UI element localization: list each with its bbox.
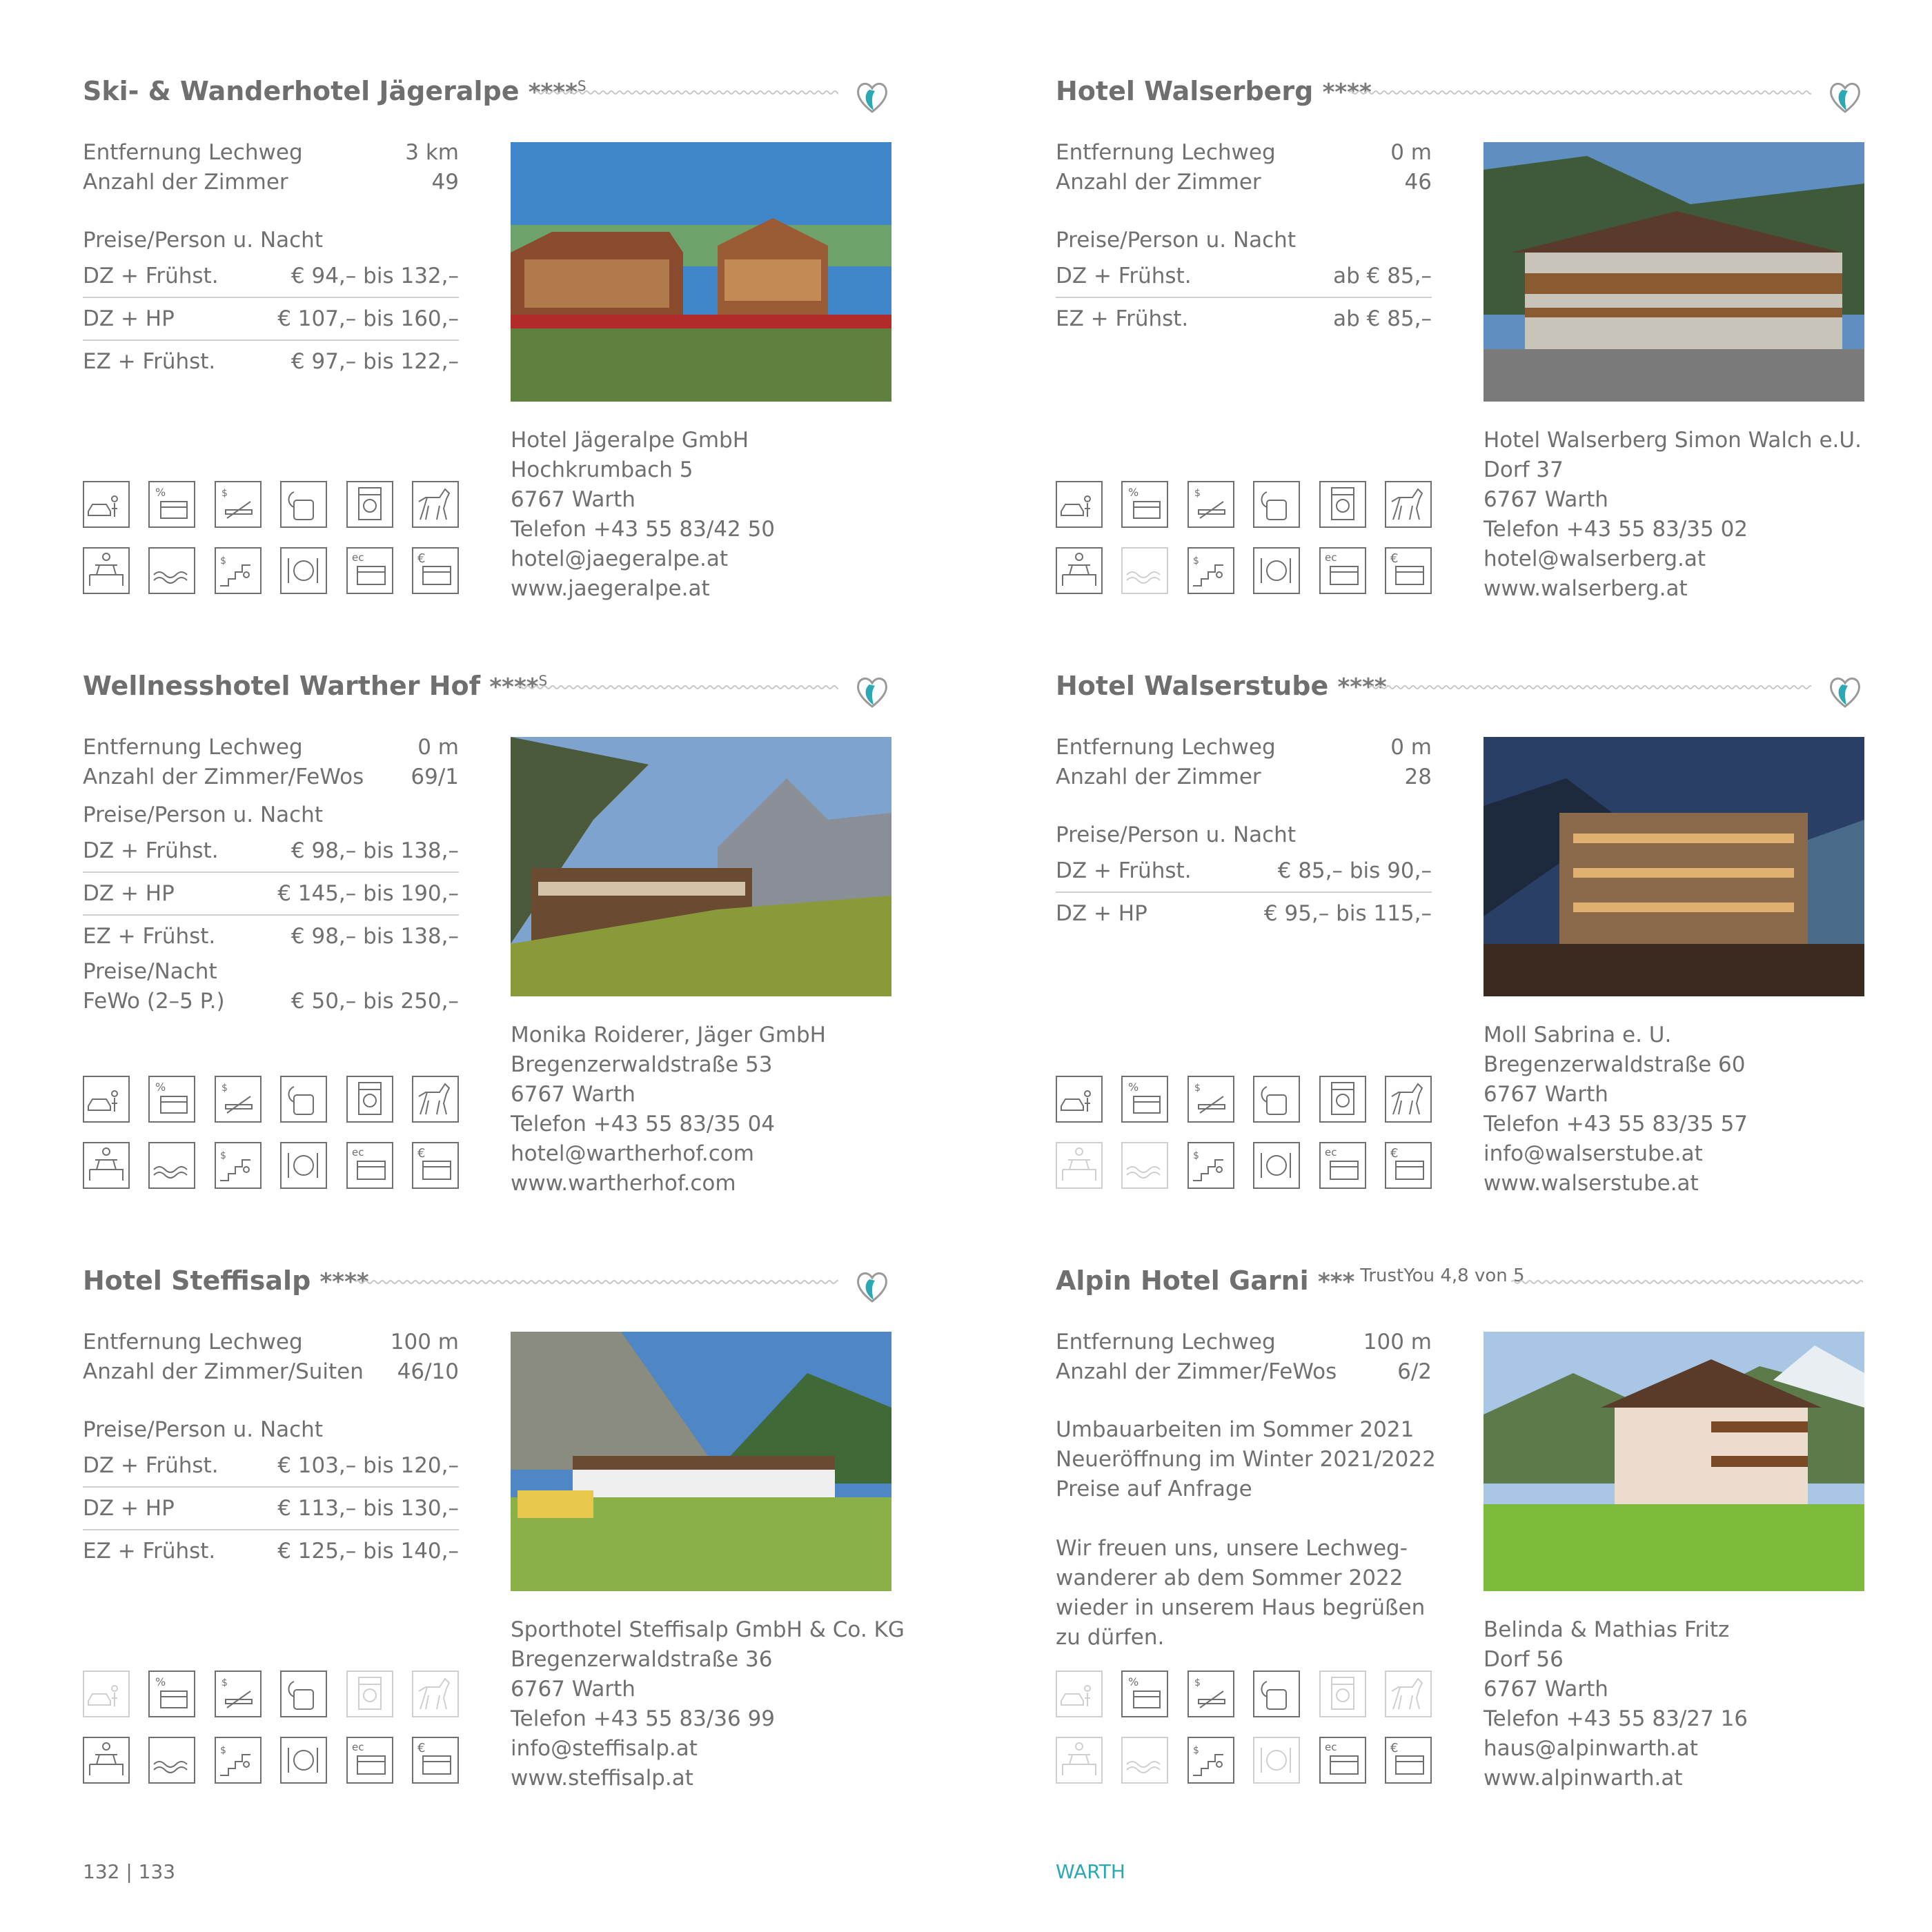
distance-label: Entfernung Lechweg: [83, 735, 303, 760]
svg-text:$: $: [1194, 1677, 1201, 1688]
hotel-facts: [83, 733, 459, 1016]
rooms-value: 49: [431, 170, 459, 195]
price-row: EZ + Frühst. € 97,– bis 122,–: [83, 349, 459, 374]
street: Bregenzerwaldstraße 53: [511, 1052, 773, 1077]
washing-machine-icon: [346, 1670, 393, 1717]
amenity-icons: [83, 1670, 459, 1803]
price-row: EZ + Frühst. € 98,– bis 138,–: [83, 924, 459, 949]
hair-dryer-icon: [280, 1670, 327, 1717]
svg-text:$: $: [219, 555, 226, 566]
hair-dryer-icon: [1253, 1670, 1300, 1717]
hotel-facts: [1056, 138, 1432, 339]
city: 6767 Warth: [1483, 1677, 1608, 1702]
svg-text:€: €: [417, 551, 426, 566]
discount-card-icon: [1121, 481, 1168, 528]
hair-dryer-icon: [280, 1076, 327, 1123]
hotel-stars: ****: [1337, 673, 1387, 701]
sauna-icon: [1121, 547, 1168, 594]
prices-heading: Preise/Person u. Nacht: [83, 228, 323, 253]
amenity-icons: [83, 481, 459, 613]
svg-text:ec: ec: [1324, 1741, 1337, 1753]
rooms-label: Anzahl der Zimmer/FeWos: [83, 765, 364, 789]
hotel-name: Wellnesshotel Warther Hof ****$^S$: [83, 671, 548, 701]
hotel-stars: ***: [1317, 1268, 1355, 1296]
phone: Telefon +43 55 83/35 57: [1483, 1112, 1748, 1136]
price-row: DZ + Frühst. € 85,– bis 90,–: [1056, 850, 1432, 893]
rooms-value: 6/2: [1397, 1359, 1432, 1384]
wavy-divider: [1511, 1275, 1863, 1289]
website-link[interactable]: www.walserberg.at: [1483, 576, 1688, 601]
hotel-facts: [83, 1328, 459, 1572]
company-name: Monika Roiderer, Jäger GmbH: [511, 1023, 826, 1047]
dog-icon: [1385, 1670, 1432, 1717]
hotel-title-row: [83, 76, 890, 117]
restaurant-icon: [280, 547, 327, 594]
amenity-icons: [1056, 481, 1432, 613]
dog-icon: [1385, 1076, 1432, 1123]
euro-payment-icon: [1385, 547, 1432, 594]
hotel-entry: [1056, 1265, 1863, 1831]
wavy-divider: [535, 86, 838, 99]
elevator-icon: [215, 1737, 262, 1784]
amenity-icons: [83, 1076, 459, 1208]
hotel-facts: [1056, 1328, 1436, 1653]
no-smoking-icon: [215, 481, 262, 528]
prices-heading: Preise/Person u. Nacht: [83, 1417, 323, 1442]
section-label: WARTH: [1056, 1860, 1125, 1883]
city: 6767 Warth: [511, 1677, 635, 1702]
svg-text:ec: ec: [351, 551, 364, 564]
massage-icon: [1056, 1737, 1103, 1784]
price-row: EZ + Frühst. € 125,– bis 140,–: [83, 1539, 459, 1564]
price-row: DZ + Frühst. € 103,– bis 120,–: [83, 1445, 459, 1488]
hotel-entry: [1056, 76, 1863, 642]
sauna-icon: [1121, 1142, 1168, 1189]
distance-label: Entfernung Lechweg: [83, 140, 303, 165]
hotel-title-row: [1056, 1265, 1863, 1307]
washing-machine-icon: [1319, 1670, 1366, 1717]
stars-superior: S: [538, 672, 548, 689]
stars-superior: S: [577, 77, 586, 95]
email-link[interactable]: haus@alpinwarth.at: [1483, 1736, 1698, 1761]
discount-card-icon: [148, 481, 195, 528]
distance-label: Entfernung Lechweg: [1056, 1330, 1276, 1354]
sauna-icon: [148, 547, 195, 594]
parking-icon: [1056, 1076, 1103, 1123]
svg-text:€: €: [1390, 551, 1399, 566]
svg-text:%: %: [155, 1675, 166, 1688]
svg-text:ec: ec: [1324, 1146, 1337, 1159]
svg-text:€: €: [1390, 1146, 1399, 1161]
heart-logo-icon: [854, 1265, 890, 1307]
dog-icon: [412, 1076, 459, 1123]
hotel-walserstube-photo: [1483, 737, 1864, 996]
phone: Telefon +43 55 83/35 02: [1483, 517, 1748, 542]
elevator-icon: [1187, 1737, 1234, 1784]
elevator-icon: [215, 1142, 262, 1189]
sauna-icon: [1121, 1737, 1168, 1784]
hotel-title-row: [83, 1265, 890, 1307]
svg-text:$: $: [1194, 1083, 1201, 1094]
hotel-jaegeralpe-photo: [511, 142, 891, 402]
website-link[interactable]: www.wartherhof.com: [511, 1171, 736, 1196]
city: 6767 Warth: [1483, 1082, 1608, 1107]
restaurant-icon: [1253, 1737, 1300, 1784]
discount-card-icon: [148, 1670, 195, 1717]
prices-heading: Preise/Person u. Nacht: [1056, 822, 1296, 847]
rooms-label: Anzahl der Zimmer: [1056, 170, 1261, 195]
hotel-name: Hotel Walserstube ****: [1056, 671, 1387, 701]
elevator-icon: [1187, 547, 1234, 594]
wavy-divider: [1349, 86, 1811, 99]
svg-text:$: $: [1192, 555, 1199, 566]
price-row: DZ + HP € 107,– bis 160,–: [83, 298, 459, 341]
svg-text:$: $: [1192, 1745, 1199, 1756]
rooms-label: Anzahl der Zimmer: [83, 170, 288, 195]
distance-label: Entfernung Lechweg: [1056, 140, 1276, 165]
hotel-address: [1483, 426, 1862, 604]
no-smoking-icon: [1187, 481, 1234, 528]
wavy-divider: [1370, 680, 1811, 694]
phone: Telefon +43 55 83/35 04: [511, 1112, 776, 1136]
prices-heading: Preise/Person u. Nacht: [1056, 228, 1296, 253]
massage-icon: [1056, 547, 1103, 594]
hotel-stars: ****: [1322, 79, 1372, 106]
discount-card-icon: [1121, 1076, 1168, 1123]
website-link[interactable]: www.jaegeralpe.at: [511, 576, 710, 601]
extra-prices-heading: Preise/Nacht: [83, 959, 217, 984]
price-row: DZ + Frühst. € 94,– bis 132,–: [83, 255, 459, 298]
hotel-entry: [83, 76, 890, 642]
city: 6767 Warth: [511, 1082, 635, 1107]
heart-logo-icon: [1827, 671, 1863, 712]
company-name: Sporthotel Steffisalp GmbH & Co. KG: [511, 1617, 905, 1642]
distance-value: 0 m: [1390, 140, 1432, 165]
svg-text:%: %: [155, 486, 166, 499]
hair-dryer-icon: [1253, 1076, 1300, 1123]
hotel-address: [511, 1021, 826, 1199]
svg-text:$: $: [219, 1745, 226, 1756]
svg-text:%: %: [155, 1081, 166, 1094]
euro-payment-icon: [1385, 1142, 1432, 1189]
hotel-facts: [83, 138, 459, 382]
hotel-stars: ****: [319, 1268, 369, 1296]
discount-card-icon: [1121, 1670, 1168, 1717]
hotel-walserberg-photo: [1483, 142, 1864, 402]
hotel-name: Ski- & Wanderhotel Jägeralpe ****$^S$: [83, 76, 586, 106]
company-name: Hotel Jägeralpe GmbH: [511, 428, 749, 453]
trustyou-rating: TrustYou 4,8 von 5: [1360, 1265, 1525, 1286]
heart-logo-icon: [1827, 76, 1863, 117]
rooms-label: Anzahl der Zimmer/FeWos: [1056, 1359, 1337, 1384]
discount-card-icon: [148, 1076, 195, 1123]
hotel-address: [511, 426, 775, 604]
street: Dorf 37: [1483, 457, 1564, 482]
svg-text:$: $: [221, 488, 228, 499]
company-name: Hotel Walserberg Simon Walch e.U.: [1483, 428, 1862, 453]
distance-label: Entfernung Lechweg: [83, 1330, 303, 1354]
svg-text:ec: ec: [351, 1741, 364, 1753]
svg-text:€: €: [1390, 1741, 1399, 1755]
hotel-name: Hotel Walserberg ****: [1056, 76, 1372, 106]
phone: Telefon +43 55 83/36 99: [511, 1706, 776, 1731]
email-link[interactable]: hotel@walserberg.at: [1483, 546, 1706, 571]
no-smoking-icon: [215, 1076, 262, 1123]
wavy-divider: [518, 680, 838, 694]
elevator-icon: [1187, 1142, 1234, 1189]
massage-icon: [1056, 1142, 1103, 1189]
price-row: DZ + HP € 113,– bis 130,–: [83, 1488, 459, 1530]
hotel-facts: [1056, 733, 1432, 934]
fewo-price-row: FeWo (2–5 P.) € 50,– bis 250,–: [83, 989, 459, 1014]
website-link[interactable]: www.steffisalp.at: [511, 1766, 693, 1791]
svg-text:%: %: [1128, 1081, 1139, 1094]
hair-dryer-icon: [1253, 481, 1300, 528]
svg-text:$: $: [1192, 1150, 1199, 1161]
restaurant-icon: [1253, 1142, 1300, 1189]
rooms-value: 46/10: [397, 1359, 459, 1384]
massage-icon: [83, 1142, 130, 1189]
ec-card-icon: [346, 1737, 393, 1784]
price-row: DZ + Frühst. ab € 85,–: [1056, 255, 1432, 298]
svg-text:€: €: [417, 1146, 426, 1161]
massage-icon: [83, 1737, 130, 1784]
restaurant-icon: [1253, 547, 1300, 594]
no-smoking-icon: [215, 1670, 262, 1717]
hotel-name: Hotel Steffisalp ****: [83, 1265, 369, 1296]
svg-text:ec: ec: [351, 1146, 364, 1159]
sauna-icon: [148, 1737, 195, 1784]
price-row: DZ + HP € 145,– bis 190,–: [83, 873, 459, 916]
hotel-stars: ****: [528, 79, 578, 106]
rooms-label: Anzahl der Zimmer: [1056, 765, 1261, 789]
hotel-title-row: [1056, 76, 1863, 117]
dog-icon: [412, 1670, 459, 1717]
rooms-value: 69/1: [411, 765, 459, 789]
parking-icon: [1056, 481, 1103, 528]
hotel-title-row: [83, 671, 890, 712]
wavy-divider: [355, 1275, 838, 1289]
svg-text:$: $: [219, 1150, 226, 1161]
street: Bregenzerwaldstraße 60: [1483, 1052, 1746, 1077]
parking-icon: [83, 1670, 130, 1717]
email-link[interactable]: hotel@wartherhof.com: [511, 1141, 754, 1166]
euro-payment-icon: [1385, 1737, 1432, 1784]
street: Hochkrumbach 5: [511, 457, 693, 482]
hotel-title-row: [1056, 671, 1863, 712]
email-link[interactable]: hotel@jaegeralpe.at: [511, 546, 728, 571]
restaurant-icon: [280, 1142, 327, 1189]
hotel-address: [1483, 1615, 1748, 1793]
ec-card-icon: [1319, 547, 1366, 594]
hotel-entry: [83, 671, 890, 1236]
distance-value: 0 m: [1390, 735, 1432, 760]
company-name: Belinda & Mathias Fritz: [1483, 1617, 1730, 1642]
amenity-icons: [1056, 1076, 1432, 1208]
rooms-value: 28: [1404, 765, 1432, 789]
elevator-icon: [215, 547, 262, 594]
dog-icon: [1385, 481, 1432, 528]
massage-icon: [83, 547, 130, 594]
distance-value: 3 km: [405, 140, 459, 165]
ec-card-icon: [346, 547, 393, 594]
svg-text:€: €: [417, 1741, 426, 1755]
svg-text:$: $: [1194, 488, 1201, 499]
svg-text:%: %: [1128, 486, 1139, 499]
parking-icon: [1056, 1670, 1103, 1717]
phone: Telefon +43 55 83/27 16: [1483, 1706, 1748, 1731]
website-link[interactable]: www.walserstube.at: [1483, 1171, 1699, 1196]
euro-payment-icon: [412, 1142, 459, 1189]
hotel-address: [511, 1615, 905, 1793]
rooms-value: 46: [1404, 170, 1432, 195]
svg-text:ec: ec: [1324, 551, 1337, 564]
no-smoking-icon: [1187, 1076, 1234, 1123]
city: 6767 Warth: [1483, 487, 1608, 512]
dog-icon: [412, 481, 459, 528]
ec-card-icon: [1319, 1737, 1366, 1784]
washing-machine-icon: [346, 481, 393, 528]
phone: Telefon +43 55 83/42 50: [511, 517, 776, 542]
city: 6767 Warth: [511, 487, 635, 512]
website-link[interactable]: www.alpinwarth.at: [1483, 1766, 1683, 1791]
renovation-notice: Umbauarbeiten im Sommer 2021 Neueröffnung im Winter 2021/2022 Preise auf Anfrage: [1056, 1417, 1436, 1501]
euro-payment-icon: [412, 1737, 459, 1784]
hotel-alpin-garni-photo: [1483, 1332, 1864, 1591]
amenity-icons: [1056, 1670, 1432, 1803]
hotel-steffisalp-photo: [511, 1332, 891, 1591]
parking-icon: [83, 1076, 130, 1123]
restaurant-icon: [280, 1737, 327, 1784]
washing-machine-icon: [1319, 481, 1366, 528]
heart-logo-icon: [854, 76, 890, 117]
euro-payment-icon: [412, 547, 459, 594]
ec-card-icon: [1319, 1142, 1366, 1189]
sauna-icon: [148, 1142, 195, 1189]
street: Bregenzerwaldstraße 36: [511, 1647, 773, 1672]
ec-card-icon: [346, 1142, 393, 1189]
distance-value: 100 m: [390, 1330, 459, 1354]
hotel-entry: [83, 1265, 905, 1831]
hotel-name: Alpin Hotel Garni *** $^{TrustYou 4,8 von 5}$: [1056, 1265, 1525, 1296]
email-link[interactable]: info@steffisalp.at: [511, 1736, 698, 1761]
prices-heading: Preise/Person u. Nacht: [83, 802, 323, 827]
rooms-label: Anzahl der Zimmer/Suiten: [83, 1359, 364, 1384]
washing-machine-icon: [1319, 1076, 1366, 1123]
hotel-warther-hof-photo: [511, 737, 891, 996]
price-row: EZ + Frühst. ab € 85,–: [1056, 306, 1432, 331]
street: Dorf 56: [1483, 1647, 1564, 1672]
no-smoking-icon: [1187, 1670, 1234, 1717]
distance-value: 0 m: [417, 735, 459, 760]
distance-label: Entfernung Lechweg: [1056, 735, 1276, 760]
heart-logo-icon: [854, 671, 890, 712]
page-numbers: 132 | 133: [83, 1860, 176, 1883]
price-row: DZ + HP € 95,– bis 115,–: [1056, 901, 1432, 926]
distance-value: 100 m: [1363, 1330, 1432, 1354]
parking-icon: [83, 481, 130, 528]
welcome-notice: Wir freuen uns, unsere Lechweg- wanderer ab dem Sommer 2022 wieder in unserem Haus begrüßen zu dürfen.: [1056, 1536, 1426, 1650]
hotel-entry: [1056, 671, 1863, 1236]
company-name: Moll Sabrina e. U.: [1483, 1023, 1672, 1047]
svg-text:%: %: [1128, 1675, 1139, 1688]
hair-dryer-icon: [280, 481, 327, 528]
price-row: DZ + Frühst. € 98,– bis 138,–: [83, 830, 459, 873]
hotel-stars: ****: [489, 673, 539, 701]
washing-machine-icon: [346, 1076, 393, 1123]
hotel-address: [1483, 1021, 1748, 1199]
svg-text:$: $: [221, 1083, 228, 1094]
email-link[interactable]: info@walserstube.at: [1483, 1141, 1703, 1166]
svg-text:$: $: [221, 1677, 228, 1688]
